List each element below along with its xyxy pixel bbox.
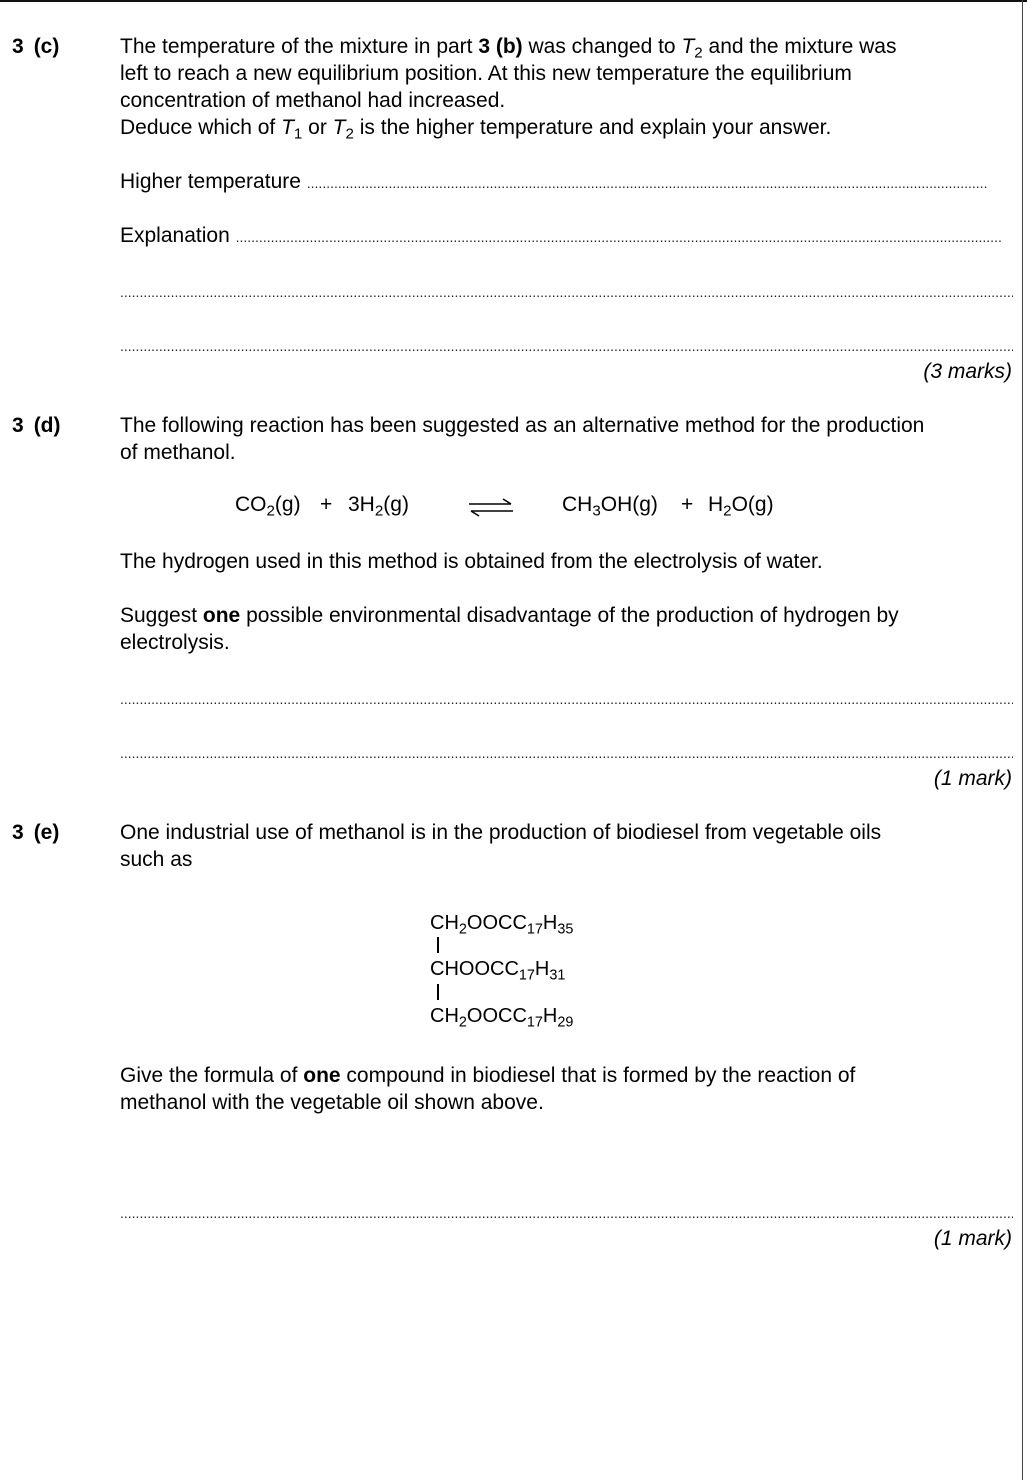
subscript: 2 xyxy=(458,921,467,938)
formula: H xyxy=(534,958,550,980)
dotted-line xyxy=(120,280,1013,302)
emphasis: one xyxy=(202,604,241,627)
subscript: 2 xyxy=(458,1014,467,1031)
structure-line-3 xyxy=(430,1005,574,1031)
q3d-suggest-line-2: electrolysis. xyxy=(120,631,230,654)
text: The temperature of the mixture in part xyxy=(120,35,479,58)
formula: OOCC xyxy=(466,1005,527,1027)
q3c-line-2: left to reach a new equilibrium position. At this new temperature the equilibrium xyxy=(120,62,852,85)
q3e-give-line-2: methanol with the vegetable oil shown above. xyxy=(120,1091,544,1114)
state: (g) xyxy=(274,493,301,516)
subscript: 31 xyxy=(549,967,566,984)
subscript: 2 xyxy=(374,502,384,520)
formula: H xyxy=(542,912,558,934)
question-number-3d xyxy=(12,414,61,438)
text: Deduce which of xyxy=(120,116,282,139)
formula: 3H xyxy=(348,493,375,516)
page-top-border xyxy=(0,0,1027,2)
question-number: 3 xyxy=(12,414,24,437)
answer-line-3d-2[interactable] xyxy=(120,741,1013,763)
question-3d-text xyxy=(120,412,1010,466)
equation-reactant-co2 xyxy=(235,493,301,520)
dotted-line xyxy=(120,741,1013,763)
subscript: 2 xyxy=(694,44,703,62)
equation-product-water xyxy=(708,493,774,520)
dotted-line xyxy=(120,687,1013,709)
emphasis: one xyxy=(303,1064,341,1087)
subscript: 2 xyxy=(345,125,354,143)
dotted-line xyxy=(120,1201,1013,1223)
formula: CH xyxy=(430,1005,459,1027)
higher-temperature-answer-line[interactable] xyxy=(120,171,1013,193)
subscript: 17 xyxy=(526,921,543,938)
formula: CO xyxy=(235,493,267,516)
equation-plus: + xyxy=(320,493,333,516)
question-number: 3 xyxy=(12,821,24,844)
formula: OH(g) xyxy=(600,493,658,516)
question-3e-text xyxy=(120,819,1010,873)
text: Give the formula of xyxy=(120,1064,304,1087)
question-number-3c xyxy=(12,35,59,59)
subscript: 29 xyxy=(557,1014,574,1031)
q3d-hydrogen-text: The hydrogen used in this method is obtained from the electrolysis of water. xyxy=(120,550,823,573)
text: is the higher temperature and explain your answer. xyxy=(353,116,832,139)
q3e-line-2: such as xyxy=(120,848,193,871)
q3e-line-1: One industrial use of methanol is in the production of biodiesel from vegetable oils xyxy=(120,821,882,844)
equation-product-methanol xyxy=(562,493,658,520)
dotted-line xyxy=(236,225,1001,247)
equation-plus: + xyxy=(681,493,694,516)
explanation-answer-line[interactable] xyxy=(120,225,1013,247)
q3d-suggest-line-1 xyxy=(120,602,1010,629)
explanation-answer-line-2[interactable] xyxy=(120,280,1013,302)
equation-reactant-h2 xyxy=(348,493,409,520)
state: (g) xyxy=(383,493,409,516)
answer-line-3d-1[interactable] xyxy=(120,687,1013,709)
text: and the mixture was xyxy=(702,35,897,58)
structure-bond xyxy=(437,937,439,953)
q3d-suggest-text xyxy=(120,602,1010,656)
question-part: (d) xyxy=(33,414,61,437)
subscript: 17 xyxy=(518,967,535,984)
subscript: 3 xyxy=(592,502,601,520)
formula: CH xyxy=(430,912,459,934)
q3c-line-3: concentration of methanol had increased. xyxy=(120,89,506,112)
dotted-line xyxy=(120,334,1013,356)
text: compound in biodiesel that is formed by the reaction of xyxy=(340,1064,856,1087)
q3d-line-2: of methanol. xyxy=(120,441,236,464)
answer-line-3e[interactable] xyxy=(120,1201,1013,1223)
formula: H xyxy=(708,493,724,516)
formula: OOCC xyxy=(466,912,527,934)
subscript: 2 xyxy=(723,502,732,520)
text: or xyxy=(302,116,333,139)
formula: CH xyxy=(562,493,593,516)
q3e-give-line-1 xyxy=(120,1062,1010,1089)
question-number: 3 xyxy=(12,35,24,58)
question-part: (e) xyxy=(33,821,60,844)
temp-symbol: T xyxy=(681,35,695,58)
explanation-label: Explanation xyxy=(120,225,230,247)
question-3c-text xyxy=(120,33,1010,141)
formula: H xyxy=(542,1005,558,1027)
subscript: 35 xyxy=(557,921,574,938)
formula: O(g) xyxy=(731,493,774,516)
structure-line-1 xyxy=(430,912,574,938)
q3d-line-1: The following reaction has been suggested as an alternative method for the production xyxy=(120,414,925,437)
question-number-3e xyxy=(12,821,59,845)
text: was changed to xyxy=(522,35,682,58)
q3e-give-text xyxy=(120,1062,1010,1116)
subscript: 1 xyxy=(293,125,303,143)
page-right-border xyxy=(1022,0,1023,1480)
structure-line-2 xyxy=(430,958,566,984)
equilibrium-arrow-icon xyxy=(467,498,515,518)
dotted-line xyxy=(307,171,987,193)
explanation-answer-line-3[interactable] xyxy=(120,334,1013,356)
question-part: (c) xyxy=(33,35,60,58)
subscript: 17 xyxy=(526,1014,543,1031)
text: Suggest xyxy=(120,604,203,627)
part-reference: 3 (b) xyxy=(478,35,523,58)
temp-symbol: T xyxy=(281,116,294,139)
q3c-line-4 xyxy=(120,114,1010,141)
temp-symbol: T xyxy=(332,116,346,139)
formula: CHOOCC xyxy=(430,958,519,980)
higher-temperature-label: Higher temperature xyxy=(120,171,301,193)
marks-3d: (1 mark) xyxy=(933,767,1012,790)
q3c-line-1 xyxy=(120,33,1010,60)
subscript: 2 xyxy=(266,502,275,520)
structure-bond xyxy=(437,984,439,1000)
text: possible environmental disadvantage of the production of hydrogen by xyxy=(240,604,899,627)
marks-3c: (3 marks) xyxy=(923,360,1012,383)
marks-3e: (1 mark) xyxy=(933,1227,1012,1250)
